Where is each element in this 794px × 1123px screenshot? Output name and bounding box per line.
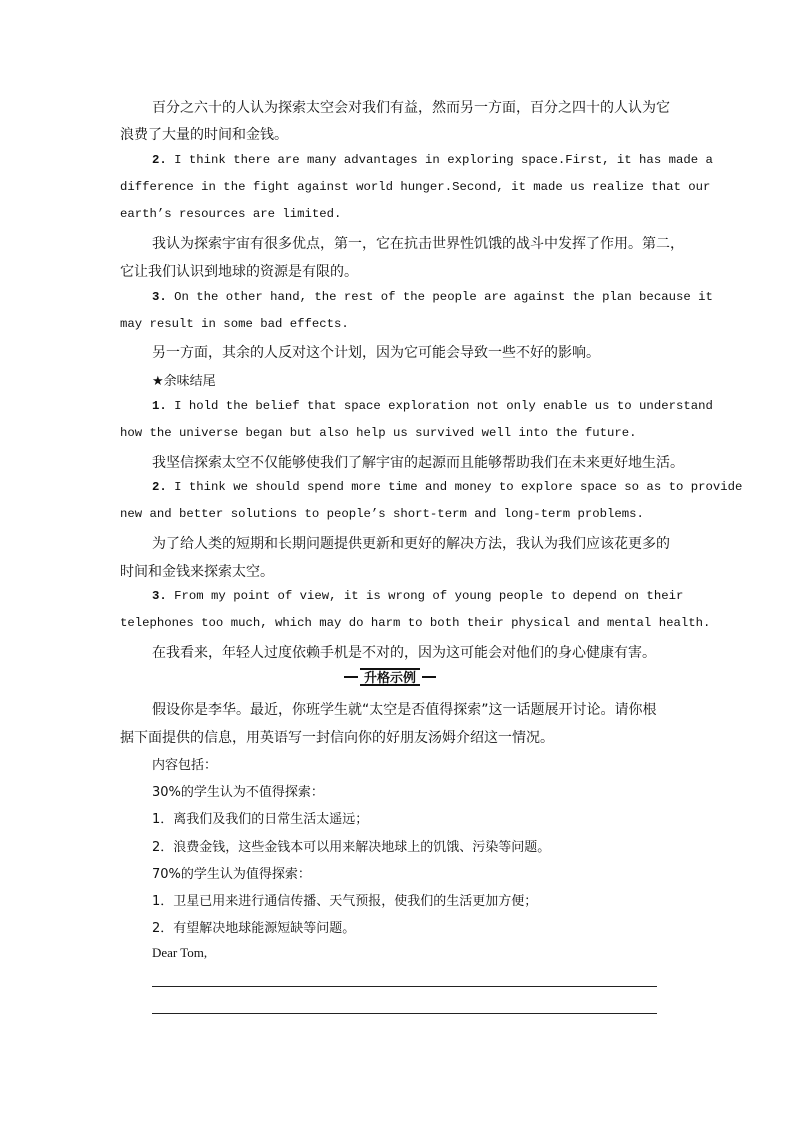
p3-en-line2: may result in some bad effects.	[120, 317, 349, 331]
p2-en-line2: difference in the fight against world hunger.Second, it made us realize that our	[120, 180, 711, 194]
prompt-line1: 假设你是李华。最近，你班学生就“太空是否值得探索”这一话题展开讨论。请你根	[152, 702, 657, 718]
e3-en-text1: From my point of view, it is wrong of young people to depend on their	[174, 589, 684, 603]
heading-rule-left	[344, 676, 358, 678]
e2-en-text1: I think we should spend more time and money to explore space so as to provide	[174, 480, 743, 494]
p3-number: 3.	[152, 290, 167, 304]
e1-zh-line1: 我坚信探索太空不仅能够使我们了解宇宙的起源而且能够帮助我们在未来更好地生活。	[152, 455, 684, 471]
group2-item1: 1．卫星已用来进行通信传播、天气预报，使我们的生活更加方便；	[152, 894, 538, 909]
p2-number: 2.	[152, 153, 167, 167]
e3-number: 3.	[152, 589, 167, 603]
p3-en-line1	[152, 290, 713, 304]
answer-line-2[interactable]	[152, 1013, 657, 1014]
group1-item1: 1．离我们及我们的日常生活太遥远；	[152, 812, 369, 827]
e1-en-line2: how the universe began but also help us survived well into the future.	[120, 426, 637, 440]
p3-zh-line1: 另一方面，其余的人反对这个计划，因为它可能会导致一些不好的影响。	[152, 345, 600, 361]
e1-number: 1.	[152, 399, 167, 413]
heading-rule-right	[422, 676, 436, 678]
ending-title: ★余味结尾	[152, 374, 216, 389]
e3-en-line2: telephones too much, which may do harm to both their physical and mental health.	[120, 616, 711, 630]
e3-zh-line1: 在我看来，年轻人过度依赖手机是不对的，因为这可能会对他们的身心健康有害。	[152, 645, 656, 661]
prompt-line2: 据下面提供的信息，用英语写一封信向你的好朋友汤姆介绍这一情况。	[120, 730, 554, 746]
content-label: 内容包括：	[152, 758, 218, 773]
example-heading	[344, 668, 436, 686]
p1-zh-line1: 百分之六十的人认为探索太空会对我们有益，然而另一方面，百分之四十的人认为它	[152, 100, 670, 116]
e1-en-line1	[152, 399, 713, 413]
p2-en-text1: I think there are many advantages in exploring space.First, it has made a	[174, 153, 713, 167]
salutation: Dear Tom,	[152, 945, 208, 960]
group2-label: 70%的学生认为值得探索：	[152, 867, 311, 882]
e2-zh-line2: 时间和金钱来探索太空。	[120, 564, 274, 580]
e2-en-line1	[152, 480, 742, 494]
e2-zh-line1: 为了给人类的短期和长期问题提供更新和更好的解决方法，我认为我们应该花更多的	[152, 536, 670, 552]
example-heading-text: 升格示例	[360, 668, 420, 686]
p1-zh-line2: 浪费了大量的时间和金钱。	[120, 127, 288, 143]
group1-label: 30%的学生认为不值得探索：	[152, 785, 324, 800]
e1-en-text1: I hold the belief that space exploration not only enable us to understand	[174, 399, 713, 413]
group2-item2: 2．有望解决地球能源短缺等问题。	[152, 921, 356, 936]
p2-zh-line1: 我认为探索宇宙有很多优点，第一，它在抗击世界性饥饿的战斗中发挥了作用。第二，	[152, 236, 684, 252]
p3-en-text1: On the other hand, the rest of the people are against the plan because it	[174, 290, 713, 304]
e2-number: 2.	[152, 480, 167, 494]
p2-zh-line2: 它让我们认识到地球的资源是有限的。	[120, 264, 358, 280]
p2-en-line3: earth’s resources are limited.	[120, 207, 342, 221]
p2-en-line1	[152, 153, 713, 167]
e3-en-line1	[152, 589, 683, 603]
group1-item2: 2．浪费金钱，这些金钱本可以用来解决地球上的饥饿、污染等问题。	[152, 840, 551, 855]
answer-line-1[interactable]	[152, 986, 657, 987]
e2-en-line2: new and better solutions to people’s short-term and long-term problems.	[120, 507, 644, 521]
